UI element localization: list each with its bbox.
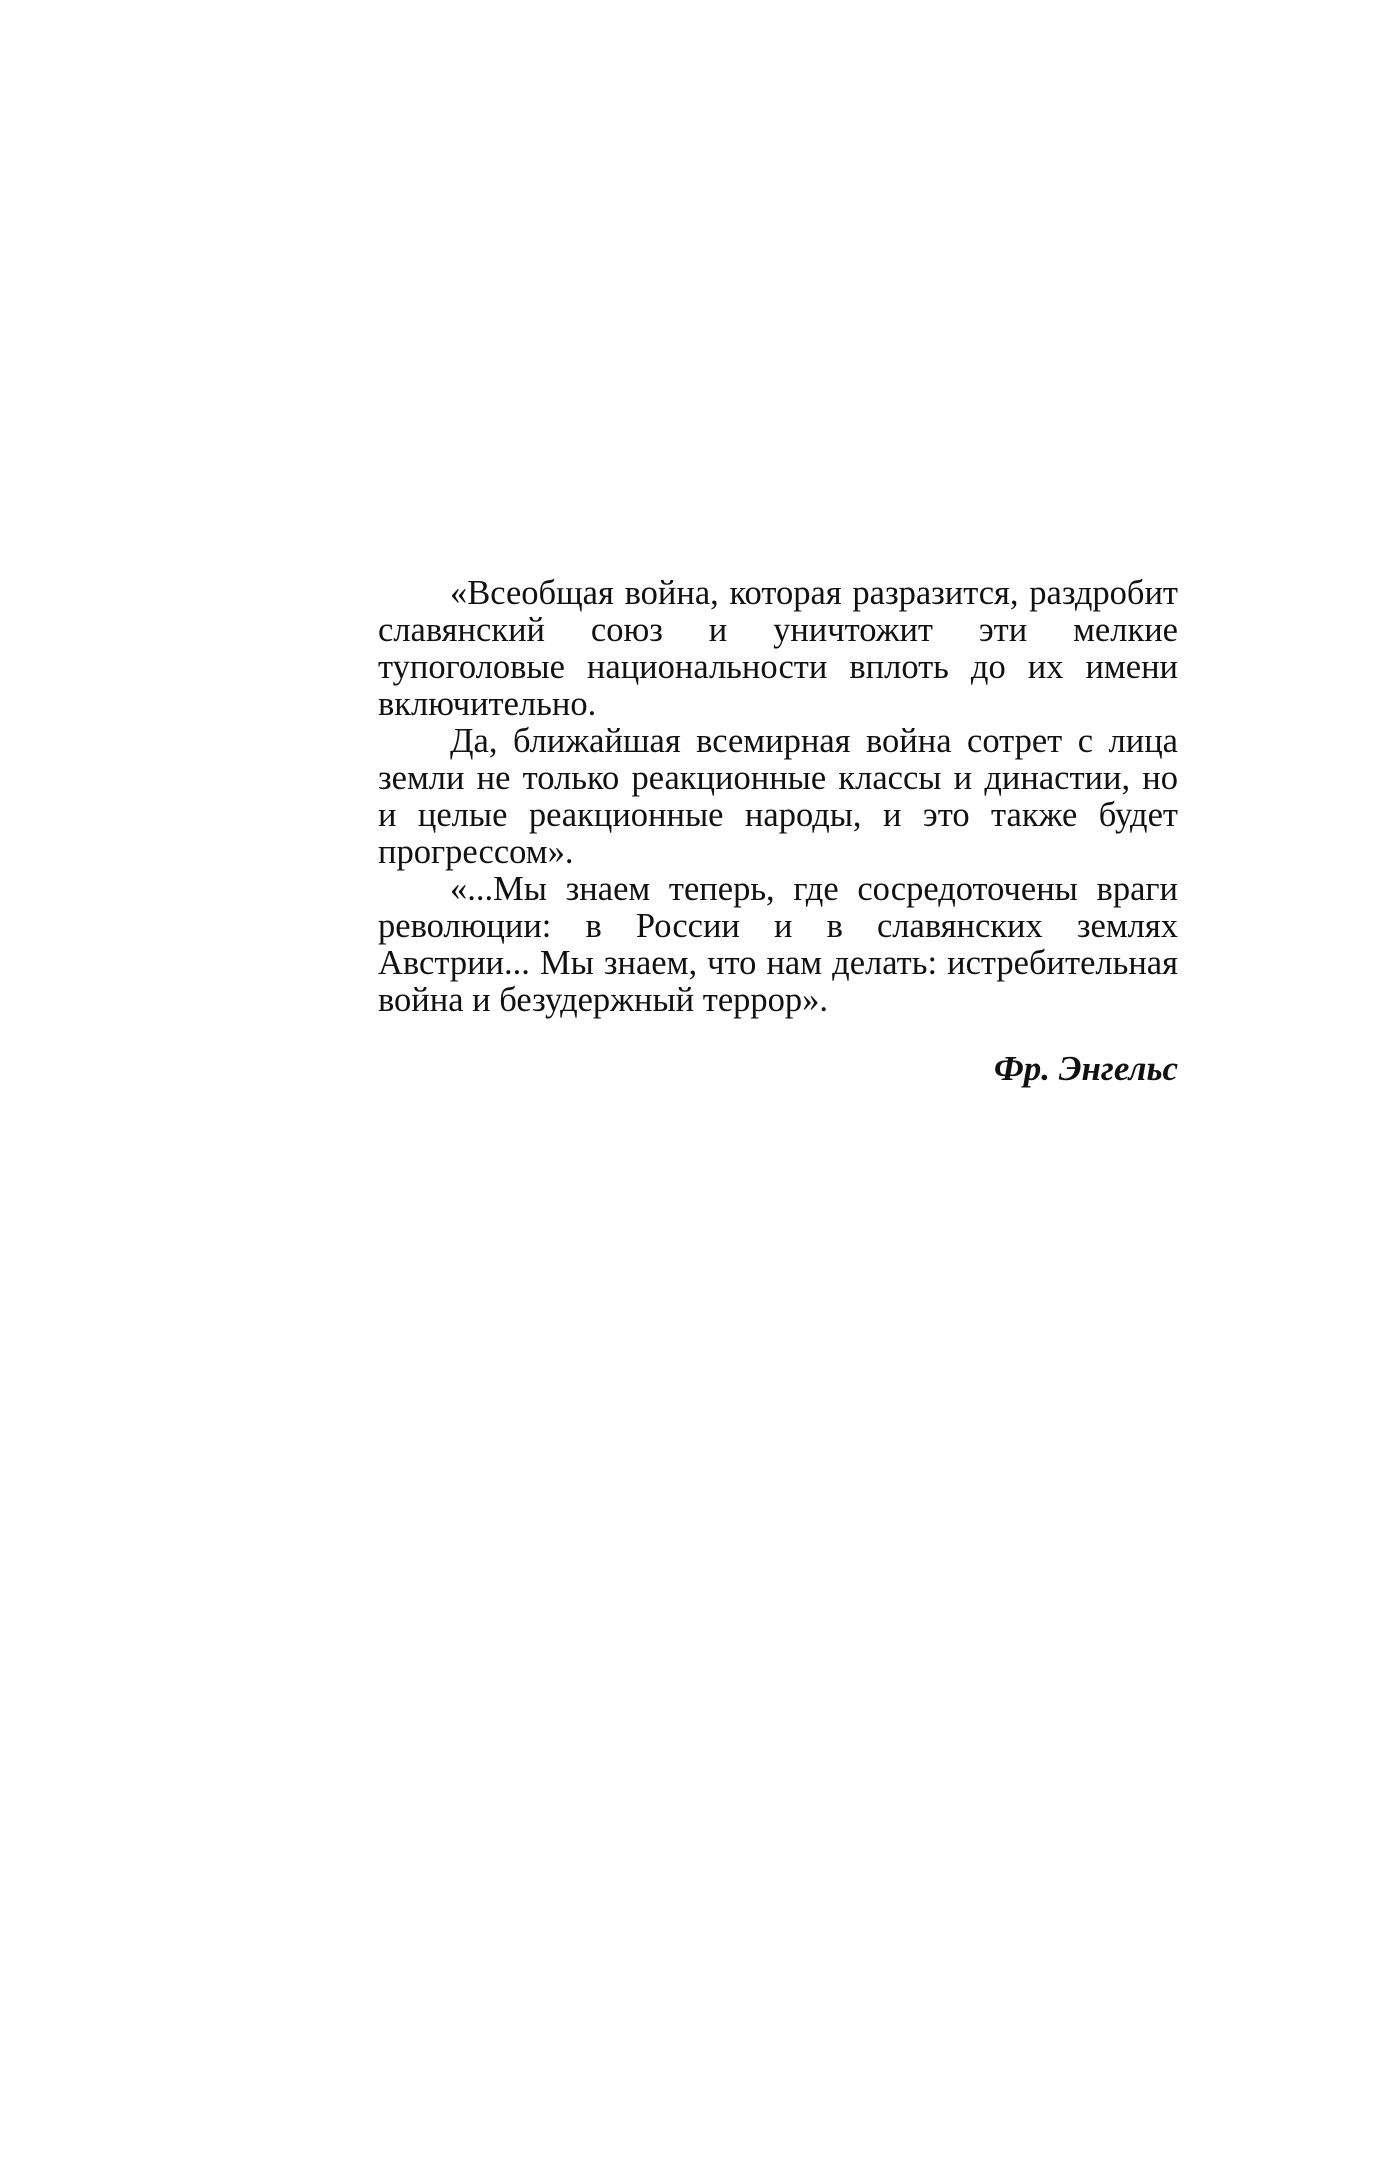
- quote-author: Фр. Энгельс: [993, 1049, 1178, 1088]
- quote-paragraph-1: «Всеобщая война, которая разразится, раздробит славянский союз и уничтожит эти мелкие тупоголовые национальности вплоть до их имени включительно.: [378, 574, 1178, 723]
- quote-paragraph-2: Да, ближайшая всемирная война сотрет с лица земли не только реакционные классы и династии, но и целые реакционные народы, и это также будет прогрессом».: [378, 722, 1178, 871]
- epigraph-block: [378, 575, 1178, 1089]
- quote-paragraph-3: «...Мы знаем теперь, где сосредоточены враги революции: в России и в славянских землях Австрии... Мы знаем, что нам делать: истребительная война и безудержный террор».: [378, 870, 1178, 1019]
